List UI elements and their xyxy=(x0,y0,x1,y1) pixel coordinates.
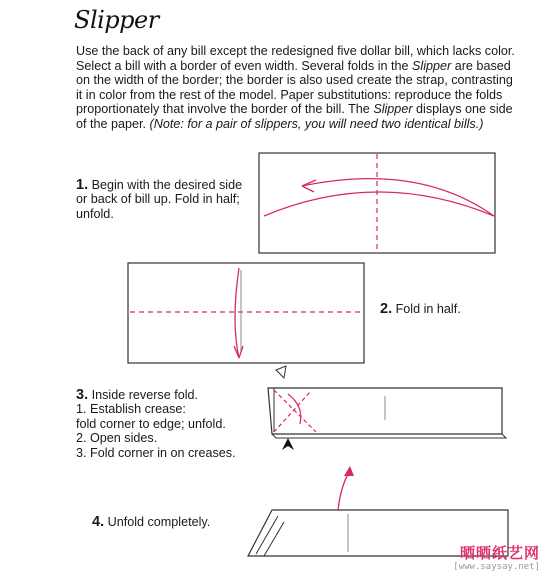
bill-outline xyxy=(128,263,364,363)
step-3-number: 3. xyxy=(76,387,89,403)
intro-paragraph xyxy=(76,44,516,132)
step-3-text: Inside reverse fold. xyxy=(91,388,198,402)
step-4-instructions xyxy=(92,515,272,529)
intro-text-3: displays one side of the paper. xyxy=(76,102,513,131)
step-1-text: Begin with the desired side or back of bill up. Fold in half; unfold. xyxy=(76,178,243,221)
step-3-substep-2: 2. Open sides. xyxy=(76,431,158,446)
step-1-number: 1. xyxy=(76,177,89,193)
watermark-url: [www.saysay.net] xyxy=(453,562,540,572)
pivot-marker-icon xyxy=(282,438,294,450)
step-2-instructions xyxy=(380,302,540,316)
step-2-text: Fold in half. xyxy=(395,302,461,316)
push-arrow-icon xyxy=(276,366,286,378)
step-1-instructions xyxy=(76,178,256,221)
step-3-diagram xyxy=(264,366,514,456)
step-2-diagram xyxy=(127,262,367,366)
intro-note: (Note: for a pair of slippers, you will need two identical bills.) xyxy=(149,116,484,131)
folded-bill-back-edge xyxy=(272,434,506,438)
step-4-number: 4. xyxy=(92,514,105,530)
step-4-text: Unfold completely. xyxy=(107,515,211,529)
intro-model-name-1: Slipper xyxy=(412,58,452,73)
unfold-arrowhead-icon xyxy=(344,466,354,476)
step-1-diagram xyxy=(258,152,498,256)
watermark-name: 晒晒纸艺网 xyxy=(459,545,540,562)
step-3-substep-1b: fold corner to edge; unfold. xyxy=(76,416,226,431)
intro-text-2: are based on the width of the border; the border is also used create the strap, contrasting it in color from the rest of the model. Paper substitutions: reproduce the folds proportionately that involve the border of the bill. The xyxy=(76,58,513,117)
step-2-number: 2. xyxy=(380,301,393,317)
intro-text-1: Use the back of any bill except the redesigned five dollar bill, which lacks color. Select a bill with a border of even width. Several folds in the xyxy=(76,44,515,73)
step-3-substep-3: 3. Fold corner in on creases. xyxy=(76,445,236,460)
step-3-instructions xyxy=(76,388,266,460)
page-title: Slipper xyxy=(74,6,159,34)
intro-model-name-2: Slipper xyxy=(373,102,413,117)
site-watermark xyxy=(453,546,540,572)
step-3-substep-1: 1. Establish crease: xyxy=(76,402,186,417)
